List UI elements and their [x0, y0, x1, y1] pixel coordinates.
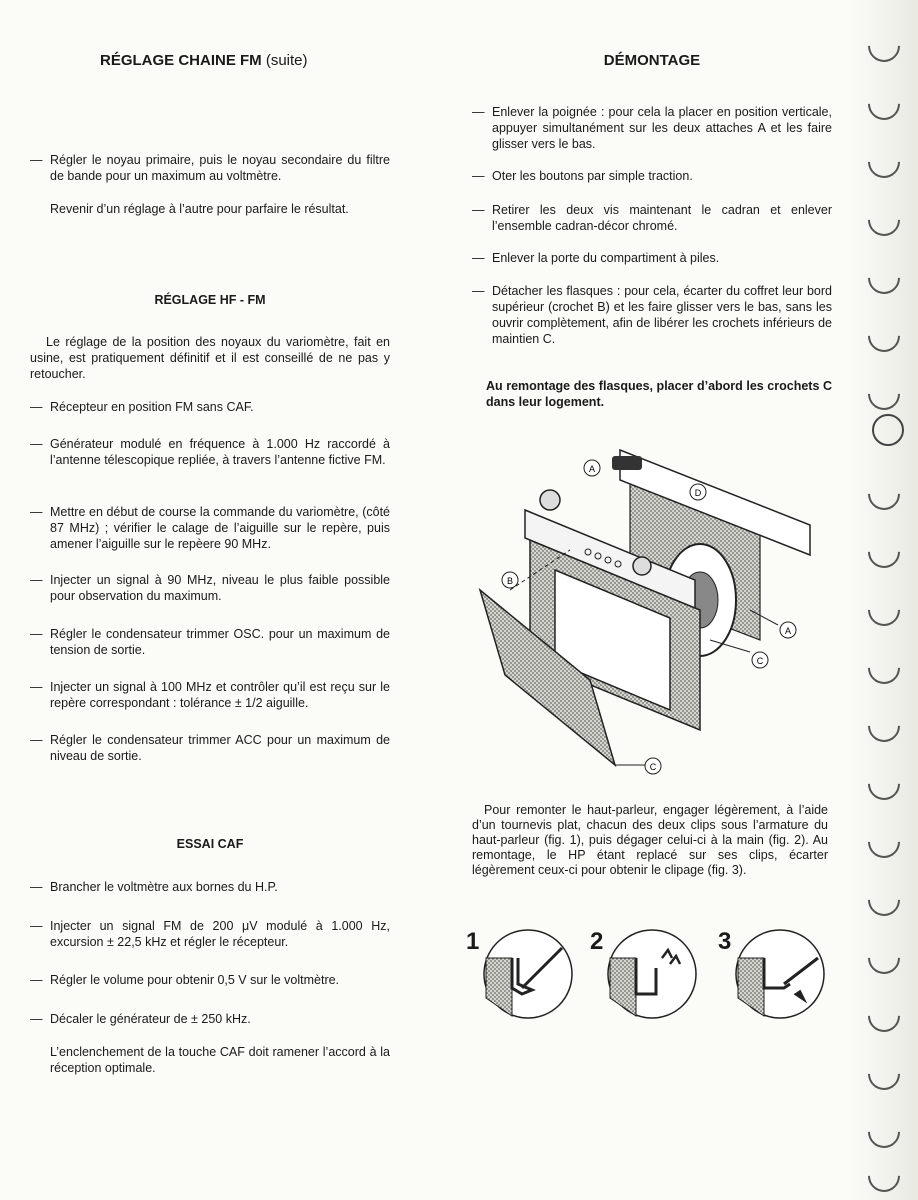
list-item: [30, 626, 390, 658]
clip-figure-number: 2: [590, 928, 604, 955]
clip-figure-1: [482, 928, 574, 1020]
label-b-text: B: [506, 576, 514, 586]
dash: —: [30, 1012, 43, 1026]
list-item-text: Brancher le voltmètre aux bornes du H.P.: [50, 880, 278, 894]
list-item-text: Régler le volume pour obtenir 0,5 V sur le voltmètre.: [50, 973, 340, 987]
label-d: [690, 484, 706, 500]
dash: —: [472, 251, 485, 265]
list-item: [30, 918, 390, 950]
dash: —: [472, 284, 485, 298]
list-item: [30, 972, 390, 988]
list-item: [472, 283, 832, 347]
label-a-top: [584, 460, 600, 476]
binding-ring: [872, 414, 904, 446]
caf-note: L’enclenchement de la touche CAF doit ramener l’accord à la réception optimale.: [50, 1045, 390, 1075]
dash: —: [30, 680, 43, 694]
list-item-text: Décaler le générateur de ± 250 kHz.: [50, 1012, 251, 1026]
dash: —: [30, 153, 43, 167]
knob: [540, 490, 560, 510]
list-item: [30, 732, 390, 764]
label-c-right: [752, 652, 768, 668]
list-item: [472, 104, 832, 152]
list-item: [30, 572, 390, 604]
list-item: [30, 152, 390, 184]
list-item-text: Enlever la poignée : pour cela la placer en position verticale, appuyer simultanément sur les deux attaches A et les faire glisser vers le bas.: [492, 105, 832, 151]
list-item-text: Injecter un signal FM de 200 μV modulé à 1.000 Hz, excursion ± 22,5 kHz et régler le récepteur.: [50, 919, 390, 949]
dash: —: [472, 105, 485, 119]
list-item: [472, 202, 832, 234]
list-item-text: Enlever la porte du compartiment à piles.: [492, 251, 720, 265]
list-item-text: Détacher les flasques : pour cela, écarter du coffret leur bord supérieur (crochet B) et les faire glisser vers le bas, sans les ouvrir complètement, afin de libérer les crochets inférieurs de maintien C.: [492, 284, 832, 346]
label-b: [502, 572, 518, 588]
dash: —: [30, 505, 43, 519]
left-heading-suffix: (suite): [265, 52, 308, 69]
list-item: [30, 436, 390, 468]
hf-heading: RÉGLAGE HF - FM: [154, 293, 266, 307]
dash: —: [30, 880, 43, 894]
list-item: [30, 1011, 390, 1027]
clip-figure-number: 1: [466, 928, 480, 955]
dash: —: [30, 973, 43, 987]
list-item-text: Régler le condensateur trimmer OSC. pour un maximum de tension de sortie.: [50, 627, 390, 657]
list-item-text: Mettre en début de course la commande du variomètre, (côté 87 MHz) ; vérifier le calage de l’aiguille sur le repère, puis amener l’aiguille sur le repèere 90 MHz.: [50, 505, 390, 551]
right-heading: DÉMONTAGE: [603, 52, 701, 69]
label-a-top-text: A: [588, 464, 596, 474]
label-c-bottom-text: C: [649, 762, 657, 772]
handle-attachment: [612, 456, 642, 470]
list-item-text: Générateur modulé en fréquence à 1.000 Hz raccordé à l’antenne télescopique repliée, à travers l’antenne fictive FM.: [50, 437, 390, 467]
list-item: [30, 399, 390, 415]
label-c-right-text: C: [756, 656, 764, 666]
clip-figure-3: [734, 928, 826, 1020]
label-a-right-text: A: [784, 626, 792, 636]
list-item-text: Retirer les deux vis maintenant le cadran et enlever l’ensemble cadran-décor chromé.: [492, 203, 832, 233]
dash: —: [30, 627, 43, 641]
dash: —: [30, 733, 43, 747]
exploded-view-figure: [470, 430, 850, 780]
label-a-right: [780, 622, 796, 638]
list-item-text: Injecter un signal à 100 MHz et contrôler qu’il est reçu sur le repère correspondant : tolérance ± 1/2 aiguille.: [50, 680, 390, 710]
clip-figure-2: [606, 928, 698, 1020]
label-d-text: D: [694, 488, 702, 498]
dash: —: [30, 437, 43, 451]
remontage-note: Au remontage des flasques, placer d’abord les crochets C dans leur logement.: [486, 379, 832, 409]
list-item-text: Régler le condensateur trimmer ACC pour un maximum de niveau de sortie.: [50, 733, 390, 763]
list-item: [472, 168, 832, 184]
list-item: [30, 679, 390, 711]
list-item: [472, 250, 832, 266]
label-c-bottom: [645, 758, 661, 774]
dash: —: [472, 203, 485, 217]
dash: —: [30, 573, 43, 587]
dash: —: [30, 919, 43, 933]
left-heading: [100, 52, 360, 69]
caf-heading: ESSAI CAF: [176, 837, 244, 851]
clip-figure-number: 3: [718, 928, 732, 955]
list-item: [30, 879, 390, 895]
list-item-text: Oter les boutons par simple traction.: [492, 169, 693, 183]
dash: —: [472, 169, 485, 183]
knob: [633, 557, 651, 575]
list-item: [30, 504, 390, 552]
list-item-text: Régler le noyau primaire, puis le noyau secondaire du filtre de bande pour un maximum au voltmètre.: [50, 153, 390, 183]
chaine-note: Revenir d’un réglage à l’autre pour parfaire le résultat.: [50, 202, 349, 216]
dash: —: [30, 400, 43, 414]
left-heading-main: RÉGLAGE CHAINE FM: [100, 52, 262, 69]
list-item-text: Récepteur en position FM sans CAF.: [50, 400, 254, 414]
hp-paragraph: Pour remonter le haut-parleur, engager légèrement, à l’aide d’un tournevis plat, chacun des deux clips sous l’armature du haut-parleur (fig. 1), puis dégager celui-ci à la main (fig. 2). Au remontage, le HP étant replacé sur ses clips, écarter légèrement ceux-ci pour obtenir le clipage (fig. 3).: [472, 803, 828, 877]
hf-intro: Le réglage de la position des noyaux du variomètre, fait en usine, est pratiquement définitif et il est conseillé de ne pas y retoucher.: [30, 335, 390, 381]
list-item-text: Injecter un signal à 90 MHz, niveau le plus faible possible pour observation du maximum.: [50, 573, 390, 603]
